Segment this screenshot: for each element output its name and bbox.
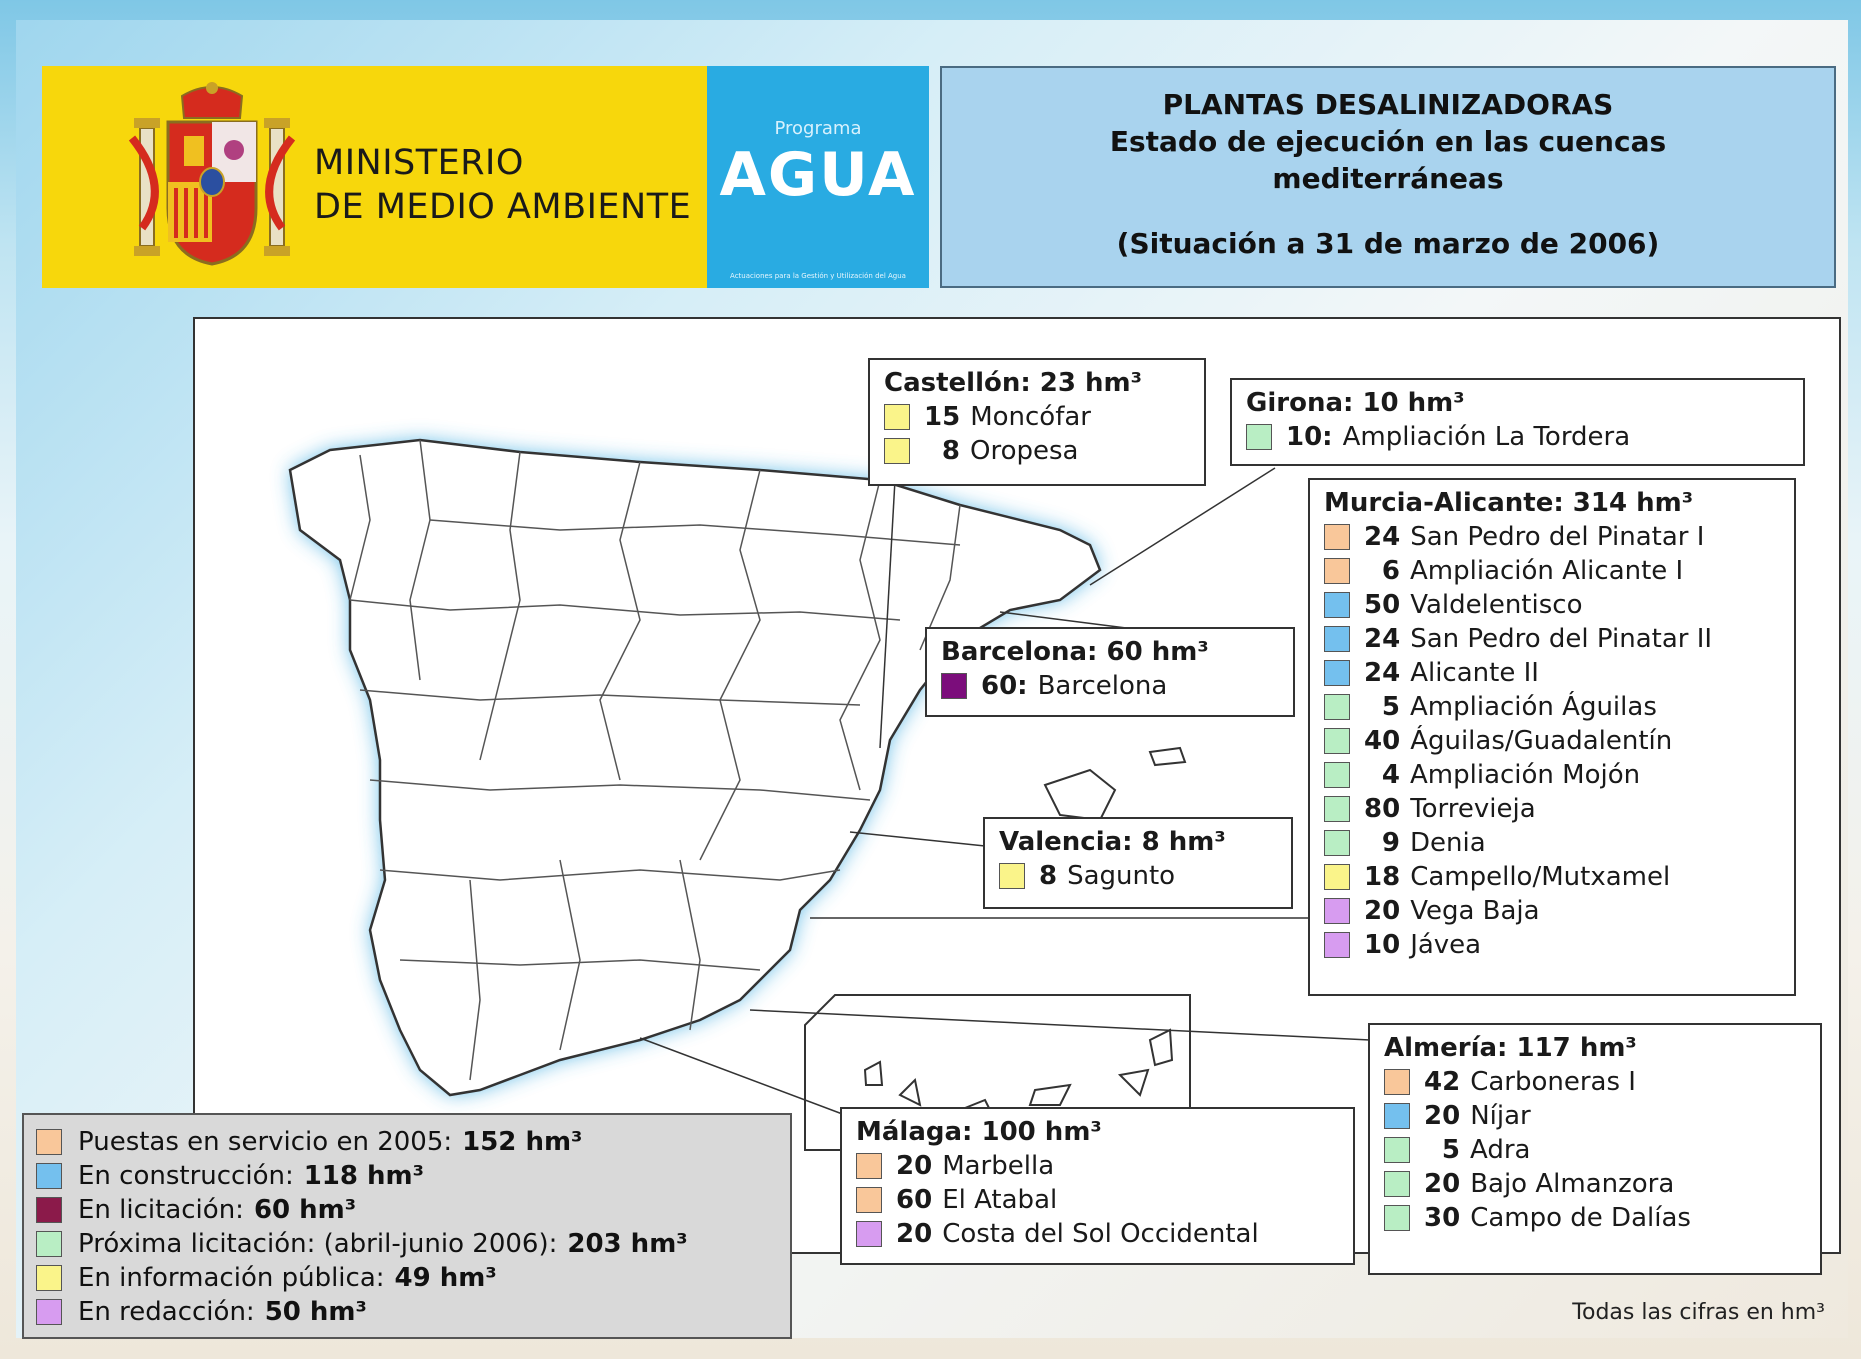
status-swatch [856, 1221, 882, 1247]
legend-item [36, 1193, 778, 1227]
legend-item [36, 1295, 778, 1329]
legend-swatch [36, 1197, 62, 1223]
plant-name: Ampliación Águilas [1410, 692, 1657, 722]
plant-row [1384, 1065, 1806, 1099]
plant-row [1384, 1133, 1806, 1167]
status-swatch [1324, 728, 1350, 754]
plant-name: Jávea [1410, 930, 1482, 960]
castellon-title: Castellón: 23 hm³ [884, 368, 1143, 398]
status-swatch [884, 404, 910, 430]
menorca [1150, 748, 1185, 765]
status-swatch [1384, 1171, 1410, 1197]
plant-row [856, 1183, 1339, 1217]
barcelona-title: Barcelona: 60 hm³ [941, 637, 1209, 667]
plant-name: Adra [1470, 1135, 1531, 1165]
castellon-box [868, 358, 1206, 486]
legend-value: 49 hm³ [394, 1263, 497, 1293]
plant-row [1384, 1201, 1806, 1235]
plant-capacity: 10: [1286, 422, 1333, 452]
legend-item [36, 1261, 778, 1295]
status-swatch [1324, 762, 1350, 788]
status-swatch [999, 863, 1025, 889]
plant-capacity: 20 [1424, 1169, 1461, 1199]
status-swatch [1384, 1137, 1410, 1163]
plant-row [856, 1217, 1339, 1251]
plant-row [856, 1149, 1339, 1183]
plant-name: Campo de Dalías [1470, 1203, 1691, 1233]
legend-swatch [36, 1163, 62, 1189]
ministry-line-2: DE MEDIO AMBIENTE [314, 187, 692, 227]
status-swatch [941, 673, 967, 699]
status-swatch [1324, 932, 1350, 958]
agua-label: AGUA [719, 140, 917, 210]
plant-row [1324, 520, 1780, 554]
plant-name: Alicante II [1410, 658, 1539, 688]
mallorca [1045, 770, 1115, 820]
plant-name: Barcelona [1037, 671, 1168, 701]
status-swatch [856, 1187, 882, 1213]
plant-capacity: 20 [1424, 1101, 1461, 1131]
legend-label: En información pública: [78, 1263, 385, 1293]
plant-capacity: 8 [941, 436, 960, 466]
plant-row [884, 434, 1190, 468]
legend-swatch [36, 1299, 62, 1325]
legend-label: En licitación: [78, 1195, 244, 1225]
status-swatch [1324, 558, 1350, 584]
status-swatch [1324, 592, 1350, 618]
plant-name: Níjar [1470, 1101, 1531, 1131]
plant-name: Marbella [942, 1151, 1055, 1181]
legend-value: 152 hm³ [462, 1127, 583, 1157]
plant-capacity: 5 [1441, 1135, 1460, 1165]
legend-swatch [36, 1129, 62, 1155]
plant-row [1324, 690, 1780, 724]
plant-row [1324, 792, 1780, 826]
plant-name: Vega Baja [1410, 896, 1540, 926]
legend-swatch [36, 1231, 62, 1257]
plant-capacity: 8 [1039, 861, 1058, 891]
legend-label: En redacción: [78, 1297, 255, 1327]
valencia-title: Valencia: 8 hm³ [999, 827, 1226, 857]
plant-capacity: 9 [1381, 828, 1400, 858]
plant-capacity: 20 [1364, 896, 1401, 926]
status-swatch [1324, 524, 1350, 550]
plant-row [1324, 588, 1780, 622]
legend-value: 203 hm³ [567, 1229, 688, 1259]
plant-row [1324, 554, 1780, 588]
plant-capacity: 10 [1364, 930, 1401, 960]
plant-row [1324, 622, 1780, 656]
plant-capacity: 30 [1424, 1203, 1461, 1233]
status-swatch [884, 438, 910, 464]
malaga-box [840, 1107, 1355, 1265]
plant-row [1246, 420, 1789, 454]
plant-row [1324, 928, 1780, 962]
plant-row [941, 669, 1279, 703]
legend-value: 60 hm³ [253, 1195, 357, 1225]
footnote: Todas las cifras en hm³ [1572, 1300, 1825, 1325]
plant-capacity: 24 [1364, 522, 1401, 552]
girona-box [1230, 378, 1805, 466]
plant-row [999, 859, 1277, 893]
plant-name: Águilas/Guadalentín [1410, 726, 1673, 756]
almeria-title: Almería: 117 hm³ [1384, 1033, 1637, 1063]
legend-label: Puestas en servicio en 2005: [78, 1127, 453, 1157]
title-line-1: PLANTAS DESALINIZADORAS [1162, 88, 1614, 121]
plant-capacity: 60 [896, 1185, 933, 1215]
status-swatch [1324, 694, 1350, 720]
legend-item [36, 1227, 778, 1261]
almeria-box [1368, 1023, 1822, 1275]
title-line-2: Estado de ejecución en las cuencas [1109, 125, 1667, 158]
plant-name: Carboneras I [1470, 1067, 1636, 1097]
girona-title: Girona: 10 hm³ [1246, 388, 1465, 418]
status-swatch [1324, 898, 1350, 924]
plant-capacity: 5 [1381, 692, 1400, 722]
status-swatch [1324, 796, 1350, 822]
malaga-title: Málaga: 100 hm³ [856, 1117, 1102, 1147]
legend-label: En construcción: [78, 1161, 294, 1191]
plant-row [1324, 758, 1780, 792]
barcelona-box [925, 627, 1295, 717]
legend-value: 118 hm³ [303, 1161, 425, 1191]
valencia-box [983, 817, 1293, 909]
plant-capacity: 24 [1364, 658, 1401, 688]
plant-name: Torrevieja [1410, 794, 1536, 824]
plant-row [1384, 1167, 1806, 1201]
ministry-line-1: MINISTERIO [314, 143, 524, 183]
plant-capacity: 40 [1364, 726, 1401, 756]
plant-name: Valdelentisco [1410, 590, 1583, 620]
plant-capacity: 20 [896, 1151, 933, 1181]
plant-row [1324, 860, 1780, 894]
plant-row [1324, 656, 1780, 690]
plant-row [1324, 826, 1780, 860]
plant-capacity: 60: [981, 671, 1028, 701]
plant-name: Bajo Almanzora [1470, 1169, 1675, 1199]
status-swatch [1324, 626, 1350, 652]
plant-name: El Atabal [942, 1185, 1058, 1215]
plant-name: Ampliación La Tordera [1342, 422, 1631, 452]
plant-capacity: 4 [1381, 760, 1400, 790]
plant-name: Oropesa [970, 436, 1079, 466]
plant-row [1324, 724, 1780, 758]
agua-tagline: Actuaciones para la Gestión y Utilización del Agua [730, 272, 906, 280]
legend-item [36, 1125, 778, 1159]
plant-row [1324, 894, 1780, 928]
status-swatch [1384, 1205, 1410, 1231]
murcia-alicante-box [1308, 478, 1796, 996]
plant-row [1384, 1099, 1806, 1133]
status-swatch [1384, 1069, 1410, 1095]
plant-capacity: 6 [1381, 556, 1400, 586]
murcia-title: Murcia-Alicante: 314 hm³ [1324, 488, 1694, 518]
legend-item [36, 1159, 778, 1193]
plant-name: Ampliación Alicante I [1410, 556, 1684, 586]
title-line-3: mediterráneas [1272, 162, 1504, 195]
legend [22, 1113, 792, 1339]
plant-name: Moncófar [970, 402, 1091, 432]
legend-label: Próxima licitación: (abril-junio 2006): [78, 1229, 558, 1259]
status-swatch [1324, 830, 1350, 856]
plant-name: San Pedro del Pinatar I [1410, 522, 1705, 552]
status-swatch [1324, 864, 1350, 890]
plant-row [884, 400, 1190, 434]
legend-value: 50 hm³ [264, 1297, 367, 1327]
plant-capacity: 50 [1364, 590, 1401, 620]
status-swatch [856, 1153, 882, 1179]
plant-capacity: 80 [1364, 794, 1401, 824]
title-line-4: (Situación a 31 de marzo de 2006) [1116, 227, 1660, 260]
plant-capacity: 20 [896, 1219, 933, 1249]
status-swatch [1324, 660, 1350, 686]
programa-label: Programa [774, 118, 862, 139]
legend-swatch [36, 1265, 62, 1291]
plant-name: Costa del Sol Occidental [942, 1219, 1259, 1249]
plant-name: Denia [1410, 828, 1486, 858]
plant-capacity: 24 [1364, 624, 1401, 654]
status-swatch [1246, 424, 1272, 450]
plant-capacity: 15 [924, 402, 961, 432]
plant-name: San Pedro del Pinatar II [1410, 624, 1713, 654]
plant-capacity: 18 [1364, 862, 1401, 892]
status-swatch [1384, 1103, 1410, 1129]
plant-name: Campello/Mutxamel [1410, 862, 1671, 892]
plant-name: Ampliación Mojón [1410, 760, 1641, 790]
plant-capacity: 42 [1424, 1067, 1461, 1097]
plant-name: Sagunto [1067, 861, 1176, 891]
